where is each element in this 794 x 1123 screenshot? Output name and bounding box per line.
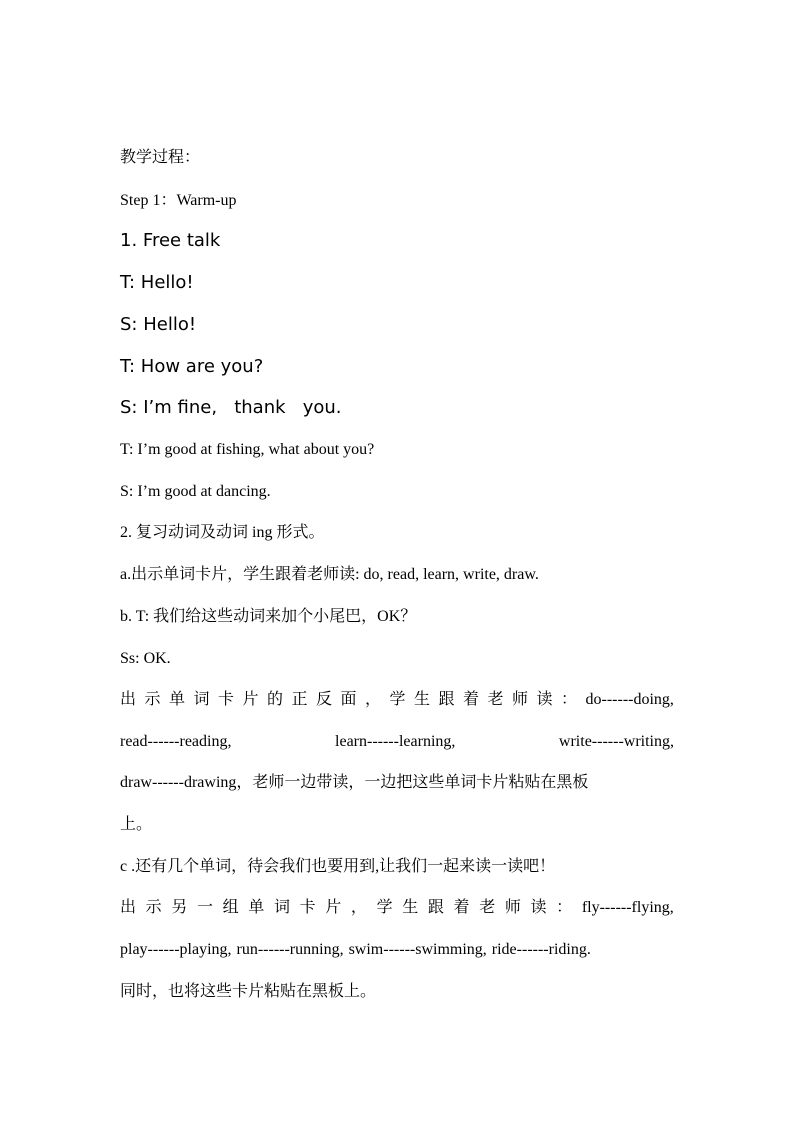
paragraph-line: 上。 [120,816,153,833]
review-heading: 2. 复习动词及动词 ing 形式。 [120,524,325,541]
dialogue-line: S: Hello! [120,314,197,335]
step-heading: Step 1：Warm-up [120,192,237,209]
free-talk-heading: 1. Free talk [120,230,221,251]
dialogue-line: T: Hello! [120,272,194,293]
justified-line: 出 示 单 词 卡 片 的 正 反 面 ， 学 生 跟 着 老 师 读 ： do------doing, [120,691,674,708]
paragraph-line: 同时，也将这些卡片粘贴在黑板上。 [120,983,377,1000]
paragraph-line: a.出示单词卡片，学生跟着老师读: do, read, learn, write, draw. [120,566,539,583]
dialogue-line: T: How are you? [120,356,264,377]
paragraph-line: draw------drawing，老师一边带读，一边把这些单词卡片粘贴在黑板 [120,774,589,791]
paragraph-line: Ss: OK. [120,650,171,667]
dialogue-line: S: I’m good at dancing. [120,483,271,500]
dialogue-line: S: I’m fine, thank you. [120,397,342,418]
justified-line: read------reading, learn------learning, write------writing, [120,733,674,750]
section-heading: 教学过程： [120,149,201,166]
paragraph-line: b. T: 我们给这些动词来加个小尾巴，OK？ [120,608,417,625]
paragraph-line: c .还有几个单词，待会我们也要用到,让我们一起来读一读吧！ [120,858,556,875]
dialogue-line: T: I’m good at fishing, what about you? [120,441,375,458]
paragraph-line: play------playing, run------running, swim------swimming, ride------riding. [120,941,591,958]
justified-line: 出 示 另 一 组 单 词 卡 片 ， 学 生 跟 着 老 师 读 ： fly------flying, [120,899,674,916]
